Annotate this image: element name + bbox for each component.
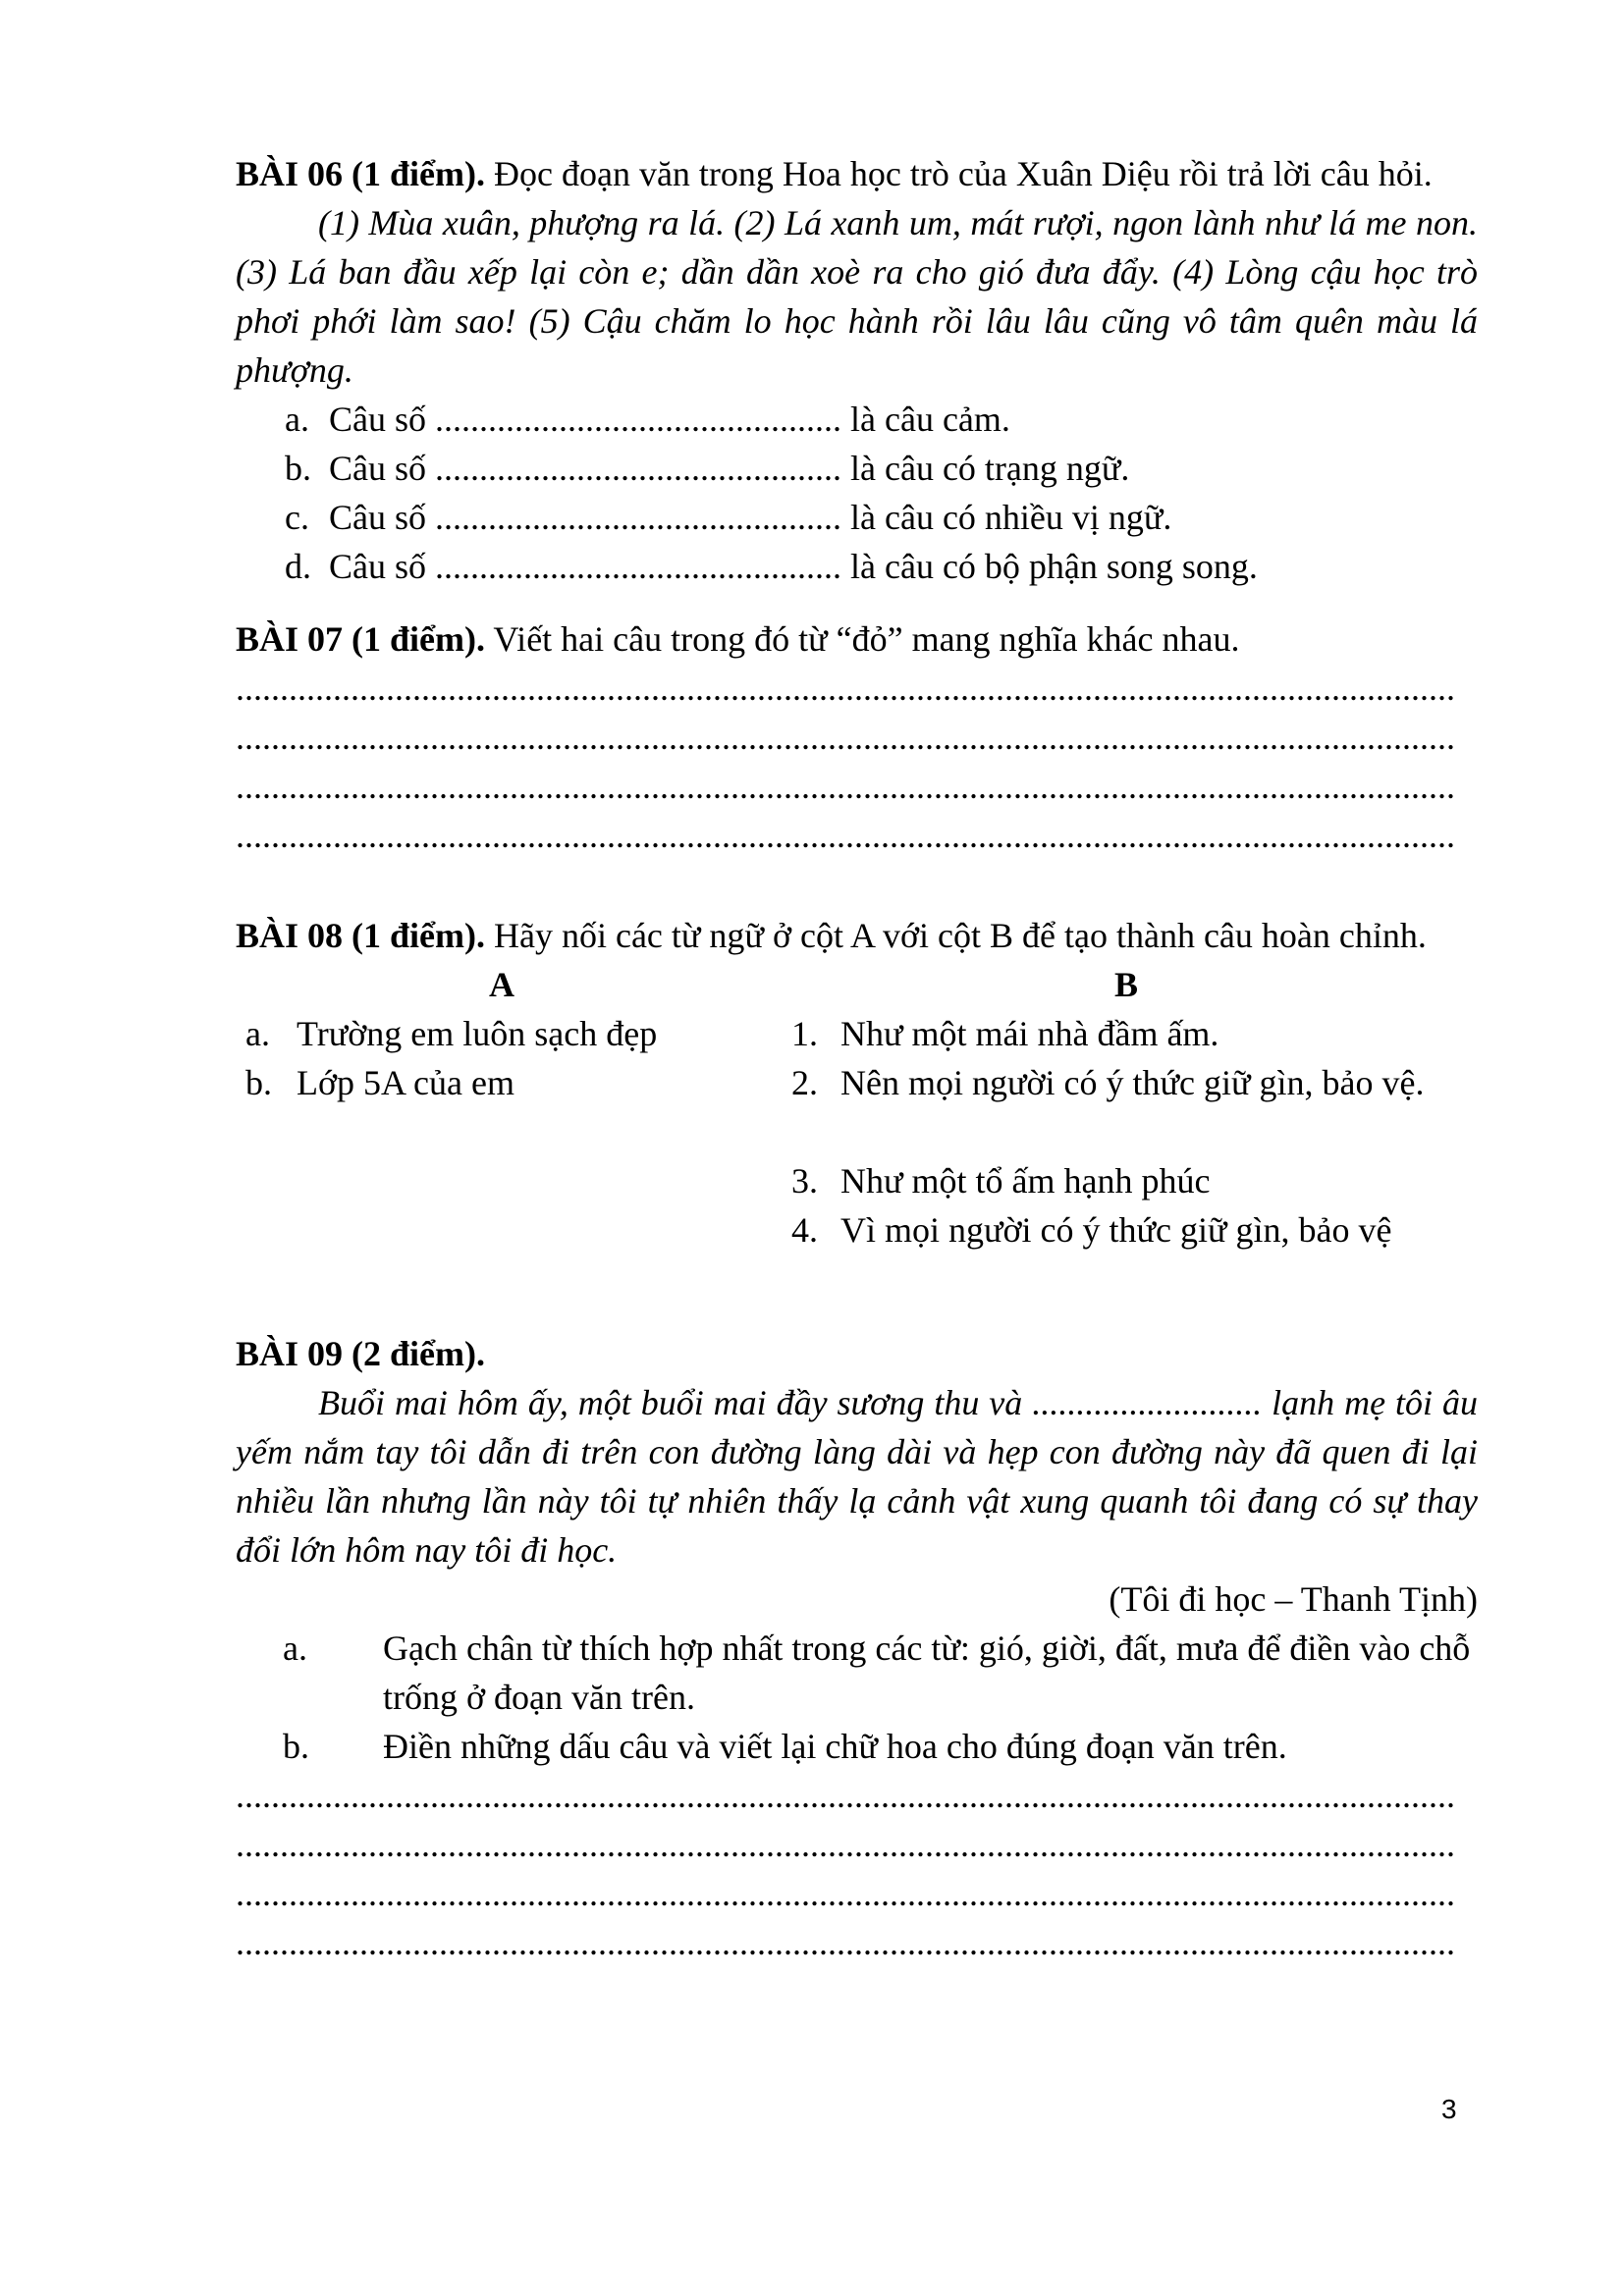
column-a-header: A [489, 965, 514, 1004]
answer-line: .......................................................................................................................................... [236, 668, 1455, 708]
bai08-question [236, 911, 1478, 960]
item-marker: a. [283, 1629, 307, 1668]
item-marker: a. [285, 400, 309, 439]
item-marker: c. [285, 498, 309, 537]
item-text: Nên mọi người có ý thức giữ gìn, bảo vệ. [840, 1063, 1425, 1102]
matching-columns [236, 960, 1478, 1255]
column-b-item [791, 1205, 1479, 1255]
item-text: Trường em luôn sạch đẹp [297, 1014, 658, 1053]
item-text: Vì mọi người có ý thức giữ gìn, bảo vệ [840, 1210, 1392, 1250]
item-text: Lớp 5A của em [297, 1063, 514, 1102]
document-page [236, 149, 1478, 1967]
item-marker: d. [285, 547, 311, 586]
answer-line: .......................................................................................................................................... [236, 1874, 1455, 1913]
column-b-item [791, 1156, 1479, 1205]
column-b-header: B [1114, 965, 1139, 1004]
bai09-item-b [236, 1722, 1478, 1771]
column-b-item [791, 1009, 1479, 1058]
item-marker: 3. [791, 1161, 818, 1201]
answer-line: .......................................................................................................................................... [236, 1923, 1455, 1962]
answer-line: .......................................................................................................................................... [236, 1776, 1455, 1815]
bai07-question [236, 614, 1478, 664]
item-marker: 2. [791, 1063, 818, 1102]
item-text: Như một mái nhà đầm ấm. [840, 1014, 1219, 1053]
bai06-prompt: Đọc đoạn văn trong Hoa học trò của Xuân Diệu rồi trả lời câu hỏi. [485, 154, 1433, 193]
bai07-prompt: Viết hai câu trong đó từ “đỏ” mang nghĩa khác nhau. [485, 619, 1240, 659]
answer-line: .......................................................................................................................................... [236, 767, 1455, 806]
bai09-passage: Buổi mai hôm ấy, một buổi mai đầy sương thu và .......................... lạnh mẹ tôi âu yếm nắm tay tôi dẫn đi trên con đường làng dài và hẹp con đường này đã quen đi lại nhiều lần nhưng lần này tôi tự nhiên thấy lạ cảnh vật xung quanh tôi đang có sự thay đổi lớn hôm nay tôi đi học. [236, 1383, 1478, 1570]
item-text: Câu số .............................................. là câu có nhiều vị ngữ. [329, 498, 1172, 537]
item-text: Gạch chân từ thích hợp nhất trong các từ: gió, giời, đất, mưa để điền vào chỗ trống ở đoạn văn trên. [383, 1629, 1471, 1717]
answer-line: .......................................................................................................................................... [236, 718, 1455, 757]
bai09-source: (Tôi đi học – Thanh Tịnh) [1109, 1579, 1478, 1619]
page-number: 3 [1441, 2094, 1457, 2124]
bai07-title: BÀI 07 (1 điểm). [236, 619, 485, 659]
bai08-prompt: Hãy nối các từ ngữ ở cột A với cột B để tạo thành câu hoàn chỉnh. [485, 916, 1427, 955]
item-marker: b. [245, 1063, 272, 1102]
bai06-item-d [236, 542, 1478, 591]
item-marker: 1. [791, 1014, 818, 1053]
bai09-title: BÀI 09 (2 điểm). [236, 1334, 485, 1373]
item-marker: a. [245, 1014, 270, 1053]
item-marker: b. [285, 449, 311, 488]
item-text: Điền những dấu câu và viết lại chữ hoa cho đúng đoạn văn trên. [383, 1727, 1287, 1766]
item-marker: 4. [791, 1210, 818, 1250]
bai06-title: BÀI 06 (1 điểm). [236, 154, 485, 193]
answer-line: .......................................................................................................................................... [236, 1825, 1455, 1864]
item-text: Câu số .............................................. là câu cảm. [329, 400, 1010, 439]
bai09-item-a [236, 1624, 1478, 1722]
bai08-title: BÀI 08 (1 điểm). [236, 916, 485, 955]
item-text: Câu số .............................................. là câu có bộ phận song song. [329, 547, 1258, 586]
answer-line: .......................................................................................................................................... [236, 816, 1455, 855]
column-b-item [791, 1058, 1459, 1107]
item-text: Như một tổ ấm hạnh phúc [840, 1161, 1211, 1201]
bai06-item-a [236, 395, 1478, 444]
bai06-passage: (1) Mùa xuân, phượng ra lá. (2) Lá xanh um, mát rượi, ngon lành như lá me non. (3) Lá ban đầu xếp lại còn e; dần dần xoè ra cho gió đưa đẩy. (4) Lòng cậu học trò phơi phới làm sao! (5) Cậu chăm lo học hành rồi lâu lâu cũng vô tâm quên màu lá phượng. [236, 203, 1478, 390]
bai06-item-c [236, 493, 1478, 542]
bai06-question [236, 149, 1478, 198]
item-marker: b. [283, 1727, 309, 1766]
item-text: Câu số .............................................. là câu có trạng ngữ. [329, 449, 1130, 488]
bai06-item-b [236, 444, 1478, 493]
